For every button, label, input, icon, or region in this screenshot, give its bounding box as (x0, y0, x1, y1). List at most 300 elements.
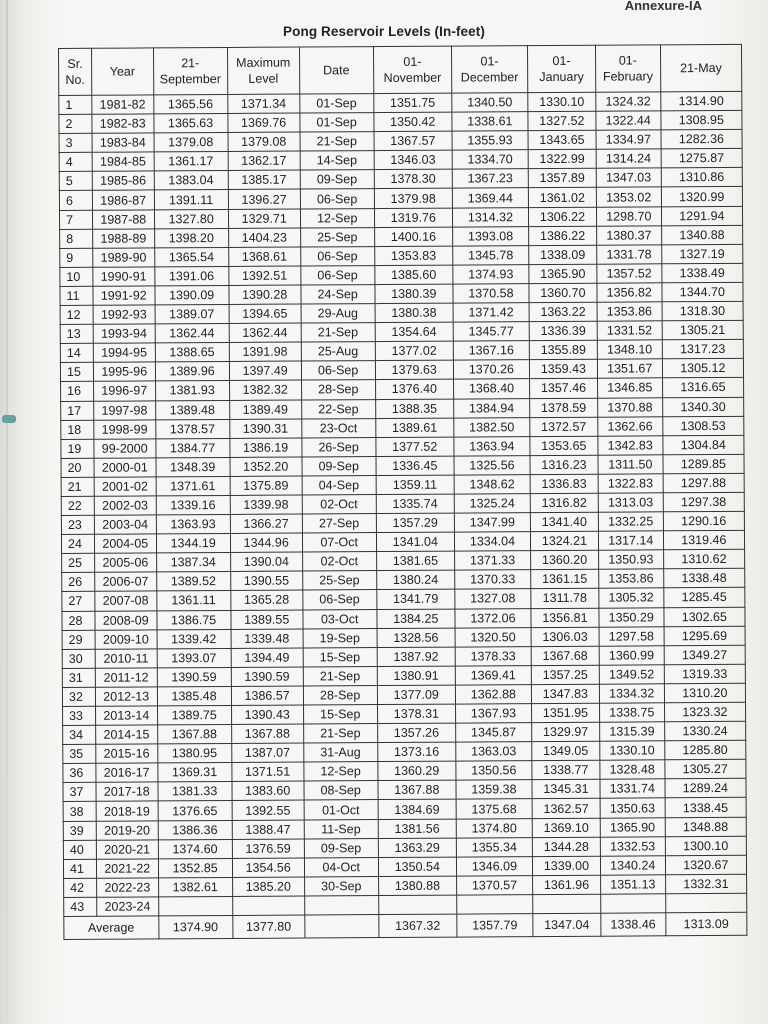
cell-dec: 1384.94 (454, 398, 530, 418)
cell-nov: 1400.16 (374, 227, 452, 247)
cell-sr: 18 (61, 420, 94, 439)
cell-year: 2014-15 (96, 725, 158, 744)
cell-max: 1390.55 (230, 571, 302, 591)
cell-may: 1338.45 (665, 798, 746, 818)
cell-year: 2018-19 (96, 801, 158, 820)
cell-sr: 16 (61, 382, 94, 401)
cell-max: 1396.27 (228, 189, 300, 209)
cell-max: 1365.28 (230, 590, 302, 610)
cell-sr: 7 (59, 210, 92, 229)
header-year: Year (91, 48, 153, 95)
cell-max: 1362.44 (229, 323, 301, 343)
cell-sep: 1384.77 (155, 438, 229, 458)
cell-sep: 1380.95 (157, 744, 231, 764)
cell-dec: 1348.62 (454, 474, 530, 494)
cell-may: 1319.33 (664, 664, 745, 684)
cell-feb: 1322.44 (596, 111, 661, 130)
cell-max: 1390.31 (229, 419, 301, 439)
cell-feb: 1297.58 (599, 626, 664, 645)
cell-sep: 1371.61 (156, 476, 230, 496)
cell-max: 1352.20 (230, 457, 302, 477)
average-01-november: 1367.32 (379, 914, 457, 937)
cell-dec: 1345.78 (453, 245, 529, 265)
cell-jan: 1355.89 (529, 340, 597, 360)
cell-sep: 1379.08 (154, 133, 228, 153)
cell-date: 26-Sep (302, 437, 376, 457)
cell-year: 2010-11 (95, 649, 157, 668)
cell-year: 2007-08 (95, 591, 157, 610)
cell-sr: 15 (60, 363, 93, 382)
cell-date: 23-Oct (301, 418, 375, 438)
cell-jan: 1311.78 (531, 589, 599, 609)
cell-sep: 1376.65 (158, 801, 232, 821)
cell-jan: 1356.81 (531, 608, 599, 628)
cell-nov: 1367.57 (374, 131, 452, 151)
cell-dec: 1370.33 (455, 570, 531, 590)
cell-date: 28-Sep (303, 685, 377, 705)
cell-max: 1371.51 (232, 762, 304, 782)
cell-max: 1389.49 (229, 400, 301, 420)
cell-sep: 1398.20 (154, 228, 228, 248)
cell-jan: 1306.03 (531, 627, 599, 647)
cell-dec: 1393.08 (452, 226, 528, 246)
cell-date: 06-Sep (300, 265, 374, 285)
cell-feb: 1338.75 (599, 703, 664, 722)
cell-sep (158, 896, 232, 916)
cell-date: 04-Oct (304, 857, 378, 877)
cell-jan: 1378.59 (530, 398, 598, 418)
header-01-december: 01-December (451, 46, 527, 93)
cell-may: 1297.88 (663, 473, 744, 493)
cell-nov: 1376.40 (375, 379, 453, 399)
cell-sep: 1362.44 (155, 324, 229, 344)
cell-year: 1983-84 (92, 133, 154, 152)
cell-nov: 1351.75 (373, 93, 451, 113)
cell-max: 1344.96 (230, 533, 302, 553)
cell-date: 21-Sep (301, 323, 375, 343)
average-21-may: 1313.09 (665, 912, 746, 935)
cell-feb: 1347.03 (596, 168, 661, 187)
cell-jan: 1357.46 (530, 379, 598, 399)
cell-sr: 11 (60, 286, 93, 305)
cell-dec: 1363.03 (456, 742, 532, 762)
cell-jan: 1324.21 (530, 531, 598, 551)
cell-feb: 1313.03 (598, 493, 663, 512)
cell-may: 1282.36 (661, 130, 742, 150)
cell-max: 1390.43 (231, 705, 303, 725)
cell-sep: 1381.93 (155, 381, 229, 401)
cell-dec (457, 895, 533, 915)
cell-sep: 1389.48 (155, 400, 229, 420)
cell-jan: 1336.39 (529, 321, 597, 341)
cell-feb: 1351.67 (597, 359, 662, 378)
cell-jan: 1341.40 (530, 512, 598, 532)
cell-dec: 1368.40 (453, 379, 529, 399)
cell-sep: 1388.65 (155, 343, 229, 363)
cell-nov: 1377.02 (375, 341, 453, 361)
cell-sr: 12 (60, 305, 93, 324)
cell-jan: 1316.82 (530, 493, 598, 513)
cell-dec: 1320.50 (455, 627, 531, 647)
cell-sr: 37 (63, 783, 96, 802)
cell-nov: 1379.63 (375, 360, 453, 380)
cell-dec: 1314.32 (452, 207, 528, 227)
cell-feb: 1334.32 (599, 684, 664, 703)
cell-jan: 1339.00 (532, 856, 600, 876)
cell-feb: 1322.83 (598, 474, 663, 493)
cell-sep: 1386.36 (158, 820, 232, 840)
page-crease (6, 0, 8, 1024)
cell-date: 21-Sep (303, 724, 377, 744)
cell-sr: 3 (59, 133, 92, 152)
cell-dec: 1369.44 (452, 188, 528, 208)
cell-date: 19-Sep (303, 628, 377, 648)
cell-year: 2017-18 (96, 782, 158, 801)
cell-may: 1320.67 (665, 855, 746, 875)
average-label: Average (64, 916, 159, 940)
average-row (64, 912, 747, 939)
cell-may: 1317.23 (662, 340, 743, 360)
cell-year: 1997-98 (94, 400, 156, 419)
cell-max: 1366.27 (230, 514, 302, 534)
cell-dec: 1367.23 (452, 169, 528, 189)
cell-max: 1404.23 (228, 228, 300, 248)
cell-year: 2009-10 (95, 630, 157, 649)
cell-nov: 1388.35 (375, 399, 453, 419)
cell-may: 1349.27 (664, 645, 745, 665)
cell-sr: 5 (59, 172, 92, 191)
cell-jan: 1365.90 (529, 264, 597, 284)
cell-nov: 1357.26 (377, 723, 455, 743)
header-date: Date (299, 47, 373, 94)
cell-nov: 1380.39 (375, 284, 453, 304)
table-body (59, 91, 747, 916)
table-header-row (59, 44, 742, 95)
cell-year: 2016-17 (96, 763, 158, 782)
cell-sep: 1365.56 (153, 94, 227, 114)
cell-nov: 1354.64 (375, 322, 453, 342)
cell-jan: 1369.10 (532, 818, 600, 838)
cell-sep: 1387.34 (156, 553, 230, 573)
cell-feb: 1317.14 (598, 531, 663, 550)
cell-date: 14-Sep (300, 151, 374, 171)
cell-date: 11-Sep (304, 819, 378, 839)
average-01-february: 1338.46 (601, 913, 666, 936)
cell-max: 1371.34 (227, 94, 299, 114)
cell-nov: 1335.74 (376, 494, 454, 514)
cell-nov: 1350.54 (378, 857, 456, 877)
cell-may: 1305.27 (665, 760, 746, 780)
cell-dec: 1371.42 (453, 303, 529, 323)
cell-may (665, 893, 746, 913)
cell-may: 1291.94 (661, 206, 742, 226)
cell-max: 1375.89 (230, 476, 302, 496)
cell-nov: 1363.29 (378, 838, 456, 858)
reservoir-table-wrapper (58, 44, 747, 940)
cell-date: 28-Sep (301, 380, 375, 400)
cell-dec: 1369.41 (455, 665, 531, 685)
cell-dec: 1370.26 (453, 360, 529, 380)
cell-max: 1386.57 (231, 686, 303, 706)
cell-max: 1385.17 (228, 170, 300, 190)
cell-sr: 19 (61, 439, 94, 458)
cell-max: 1379.08 (228, 132, 300, 152)
cell-sep: 1389.52 (156, 572, 230, 592)
cell-feb: 1328.48 (600, 760, 665, 779)
header-sr-no: Sr. No. (59, 48, 92, 95)
header-01-january: 01-January (527, 45, 595, 92)
cell-max (232, 896, 304, 916)
cell-date: 21-Sep (303, 666, 377, 686)
cell-max: 1389.55 (231, 610, 303, 630)
average-date (304, 915, 378, 938)
cell-jan: 1316.23 (530, 455, 598, 475)
cell-sep: 1385.48 (157, 686, 231, 706)
cell-date: 09-Sep (302, 456, 376, 476)
cell-max: 1382.32 (229, 380, 301, 400)
cell-feb: 1365.90 (600, 817, 665, 836)
cell-dec: 1370.58 (453, 284, 529, 304)
binder-clip-mark (2, 415, 16, 423)
cell-dec: 1374.93 (453, 264, 529, 284)
cell-may: 1310.20 (664, 683, 745, 703)
cell-nov (378, 895, 456, 915)
cell-nov: 1350.42 (374, 112, 452, 132)
cell-sr: 26 (62, 573, 95, 592)
cell-feb: 1353.86 (599, 569, 664, 588)
cell-feb: 1334.97 (596, 130, 661, 149)
cell-jan (533, 894, 601, 914)
cell-year: 1998-99 (94, 420, 156, 439)
cell-sep: 1389.07 (155, 304, 229, 324)
cell-sr: 32 (62, 687, 95, 706)
cell-may: 1320.99 (661, 187, 742, 207)
cell-jan: 1359.43 (529, 360, 597, 380)
cell-date: 03-Oct (303, 609, 377, 629)
cell-feb: 1360.99 (599, 646, 664, 665)
cell-may: 1314.90 (660, 91, 741, 111)
cell-jan: 1327.52 (528, 111, 596, 131)
cell-dec: 1375.68 (456, 799, 532, 819)
cell-sep: 1344.19 (156, 534, 230, 554)
cell-date: 04-Sep (302, 475, 376, 495)
cell-sep: 1365.63 (154, 114, 228, 134)
cell-year: 2005-06 (94, 553, 156, 572)
cell-may: 1340.30 (662, 397, 743, 417)
cell-feb: 1351.13 (600, 875, 665, 894)
cell-feb: 1346.85 (597, 378, 662, 397)
cell-feb: 1356.82 (597, 283, 662, 302)
cell-feb: 1314.24 (596, 149, 661, 168)
cell-jan: 1363.22 (529, 302, 597, 322)
cell-feb: 1331.78 (597, 245, 662, 264)
cell-dec: 1372.06 (455, 608, 531, 628)
cell-year: 1981-82 (92, 95, 154, 114)
cell-sr: 28 (62, 611, 95, 630)
cell-jan: 1330.10 (528, 92, 596, 112)
cell-may: 1308.95 (661, 110, 742, 130)
cell-sr: 13 (60, 324, 93, 343)
cell-dec: 1363.94 (454, 436, 530, 456)
cell-year: 2015-16 (96, 744, 158, 763)
cell-nov: 1353.83 (374, 246, 452, 266)
cell-dec: 1334.04 (454, 532, 530, 552)
cell-date: 29-Aug (301, 304, 375, 324)
cell-sr: 14 (60, 344, 93, 363)
cell-nov: 1377.09 (377, 685, 455, 705)
cell-nov: 1381.65 (376, 551, 454, 571)
cell-jan: 1361.96 (533, 875, 601, 895)
cell-sep: 1381.33 (158, 782, 232, 802)
cell-jan: 1357.25 (531, 665, 599, 685)
cell-nov: 1380.91 (377, 666, 455, 686)
cell-date: 25-Sep (300, 227, 374, 247)
cell-date: 09-Sep (300, 170, 374, 190)
cell-date: 06-Sep (300, 246, 374, 266)
cell-year: 1982-83 (92, 114, 154, 133)
cell-dec: 1346.09 (456, 856, 532, 876)
cell-year: 1989-90 (93, 248, 155, 267)
cell-sr: 4 (59, 153, 92, 172)
cell-feb: 1331.74 (600, 779, 665, 798)
cell-max: 1387.07 (231, 743, 303, 763)
cell-feb: 1353.02 (596, 187, 661, 206)
cell-max: 1362.17 (228, 151, 300, 171)
cell-year: 2002-03 (94, 496, 156, 515)
cell-dec: 1367.16 (453, 341, 529, 361)
cell-dec: 1362.88 (455, 685, 531, 705)
cell-dec: 1325.56 (454, 455, 530, 475)
cell-sep: 1369.31 (157, 763, 231, 783)
cell-date (304, 895, 378, 915)
cell-dec: 1355.93 (452, 131, 528, 151)
cell-sr: 42 (64, 878, 97, 897)
cell-sep: 1365.54 (154, 247, 228, 267)
cell-sep: 1393.07 (157, 648, 231, 668)
cell-sr: 9 (60, 248, 93, 267)
cell-max: 1385.20 (232, 877, 304, 897)
cell-sep: 1363.93 (156, 515, 230, 535)
cell-date: 07-Oct (302, 533, 376, 553)
cell-date: 25-Sep (302, 571, 376, 591)
cell-year: 1991-92 (93, 286, 155, 305)
cell-nov: 1373.16 (377, 742, 455, 762)
cell-max: 1390.28 (229, 285, 301, 305)
cell-year: 2013-14 (95, 706, 157, 725)
cell-max: 1388.47 (232, 820, 304, 840)
cell-sr: 22 (61, 496, 94, 515)
cell-date: 25-Aug (301, 342, 375, 362)
cell-max: 1367.88 (231, 724, 303, 744)
cell-jan: 1360.20 (531, 550, 599, 570)
cell-jan: 1360.70 (529, 283, 597, 303)
cell-feb (601, 894, 666, 913)
cell-sep: 1391.06 (154, 266, 228, 286)
cell-sr: 43 (64, 897, 97, 916)
cell-date: 08-Sep (304, 781, 378, 801)
cell-may: 1289.85 (663, 454, 744, 474)
cell-may: 1275.87 (661, 149, 742, 169)
cell-sep: 1339.16 (156, 495, 230, 515)
cell-feb: 1311.50 (598, 455, 663, 474)
cell-jan: 1343.65 (528, 130, 596, 150)
cell-nov: 1380.88 (378, 876, 456, 896)
cell-feb: 1340.24 (600, 856, 665, 875)
cell-sep: 1378.57 (155, 419, 229, 439)
cell-sep: 1339.42 (157, 629, 231, 649)
cell-date: 01-Sep (299, 94, 373, 114)
cell-may: 1332.31 (665, 874, 746, 894)
cell-sr: 2 (59, 114, 92, 133)
cell-year: 2023-24 (97, 897, 159, 916)
cell-max: 1394.65 (229, 304, 301, 324)
cell-sep: 1361.11 (156, 591, 230, 611)
cell-sep: 1391.11 (154, 190, 228, 210)
cell-max: 1339.98 (230, 495, 302, 515)
cell-date: 15-Sep (303, 705, 377, 725)
cell-feb: 1349.52 (599, 665, 664, 684)
cell-nov: 1381.56 (378, 819, 456, 839)
cell-year: 2011-12 (95, 668, 157, 687)
cell-sr: 23 (61, 515, 94, 534)
cell-dec: 1374.80 (456, 818, 532, 838)
cell-dec: 1371.33 (454, 551, 530, 571)
cell-sr: 38 (63, 802, 96, 821)
cell-sep: 1352.85 (158, 858, 232, 878)
cell-sr: 25 (62, 554, 95, 573)
cell-nov: 1389.61 (375, 418, 453, 438)
cell-max: 1329.71 (228, 209, 300, 229)
cell-sr: 29 (62, 630, 95, 649)
cell-may: 1310.62 (663, 550, 744, 570)
cell-nov: 1378.30 (374, 169, 452, 189)
cell-date: 30-Sep (304, 876, 378, 896)
average-01-december: 1357.79 (457, 914, 533, 937)
cell-feb: 1298.70 (596, 206, 661, 225)
cell-sr: 41 (63, 859, 96, 878)
cell-dec: 1340.50 (452, 93, 528, 113)
cell-dec: 1355.34 (456, 837, 532, 857)
cell-dec: 1334.70 (452, 150, 528, 170)
cell-jan: 1329.97 (532, 722, 600, 742)
cell-may: 1308.53 (662, 416, 743, 436)
cell-dec: 1378.33 (455, 646, 531, 666)
cell-sr: 17 (61, 401, 94, 420)
cell-nov: 1319.76 (374, 208, 452, 228)
cell-may: 1323.32 (664, 702, 745, 722)
cell-date: 15-Sep (303, 647, 377, 667)
cell-may: 1300.10 (665, 836, 746, 856)
cell-date: 12-Sep (300, 208, 374, 228)
header-01-february: 01-February (595, 45, 660, 92)
header-21-may: 21-May (660, 44, 742, 91)
cell-sr: 24 (61, 534, 94, 553)
cell-nov: 1384.25 (377, 609, 455, 629)
cell-year: 99-2000 (94, 439, 156, 458)
cell-dec: 1350.56 (456, 761, 532, 781)
cell-sr: 1 (59, 95, 92, 114)
cell-date: 01-Oct (304, 800, 378, 820)
cell-jan: 1357.89 (528, 169, 596, 189)
cell-year: 2006-07 (95, 572, 157, 591)
cell-sep: 1361.17 (154, 152, 228, 172)
cell-nov: 1387.92 (377, 647, 455, 667)
cell-jan: 1347.83 (531, 684, 599, 704)
cell-may: 1330.24 (664, 721, 745, 741)
cell-sr: 35 (63, 744, 96, 763)
cell-year: 1985-86 (92, 171, 154, 190)
cell-sr: 36 (63, 764, 96, 783)
